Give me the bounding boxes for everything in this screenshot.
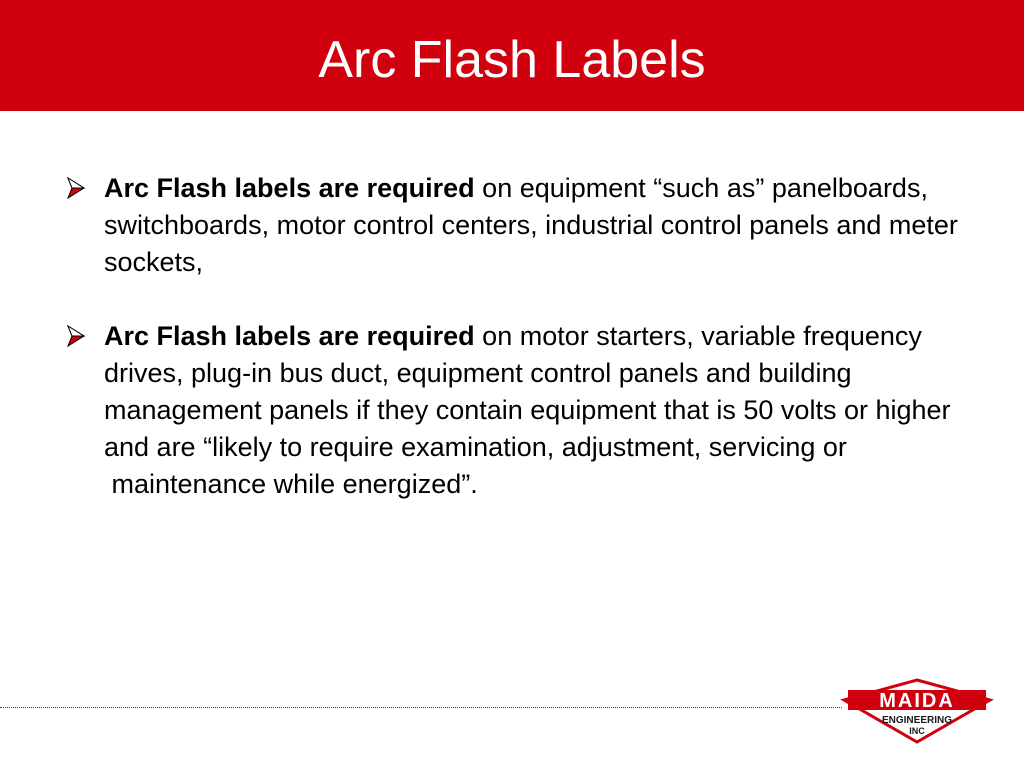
bullet-list	[66, 170, 966, 540]
arrow-bullet-icon	[66, 177, 86, 199]
bullet-emphasis: Arc Flash labels are required	[104, 321, 475, 351]
bullet-item-1	[66, 170, 966, 281]
logo-line2: INC	[909, 726, 925, 736]
title-bar	[0, 0, 1024, 111]
slide-title: Arc Flash Labels	[318, 31, 706, 89]
bullet-item-2	[66, 318, 966, 503]
bullet-emphasis: Arc Flash labels are required	[104, 173, 475, 203]
bullet-text: on motor starters, variable frequency drives, plug-in bus duct, equipment control panels and building management panels if they contain equipment that is 50 volts or higher and are “likely to require examination, adjustment, servicing or maintenance while energized”.	[104, 321, 951, 499]
footer-divider	[0, 707, 842, 708]
logo-name: MAIDA	[879, 690, 955, 712]
company-logo	[838, 676, 996, 746]
arrow-bullet-icon	[66, 325, 86, 347]
logo-line1: ENGINEERING	[881, 715, 953, 726]
bullet-text: on equipment “such as” panelboards, switchboards, motor control centers, industrial control panels and meter sockets,	[104, 173, 958, 277]
